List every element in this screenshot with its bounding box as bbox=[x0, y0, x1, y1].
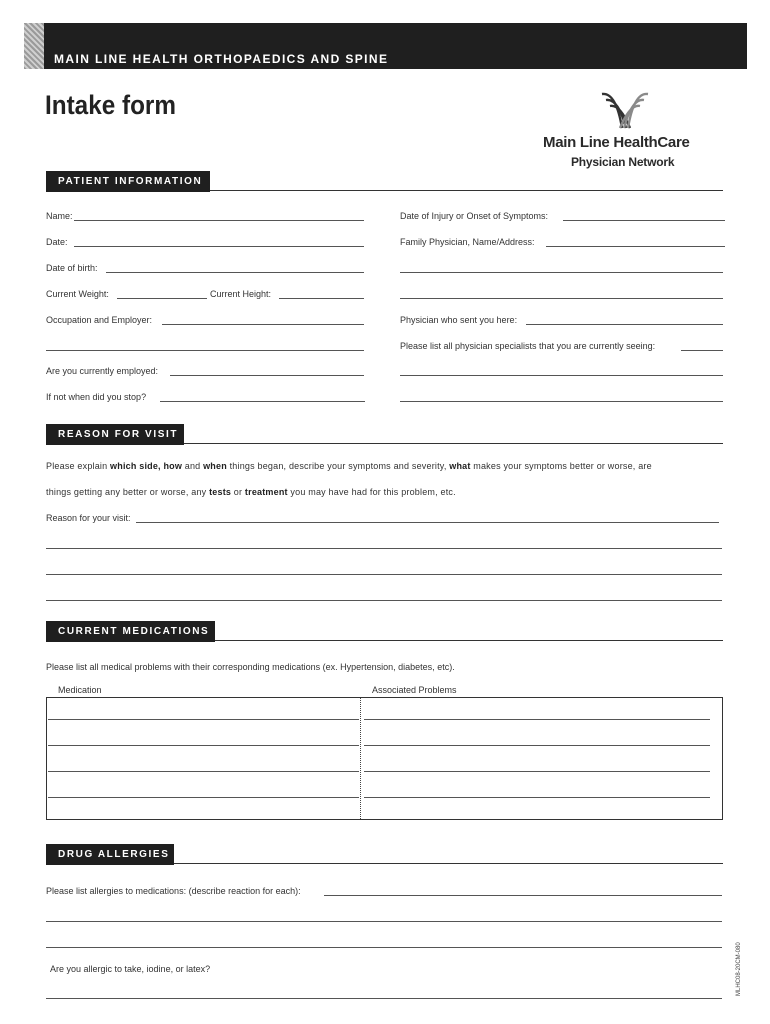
allergies-field[interactable] bbox=[324, 895, 722, 896]
medications-table bbox=[46, 697, 723, 820]
logo-text-primary: Main Line HealthCare bbox=[543, 134, 690, 151]
section-heading-current-medications: CURRENT MEDICATIONS bbox=[46, 621, 215, 642]
logo-mark-icon bbox=[600, 90, 650, 130]
family-physician-field[interactable] bbox=[546, 246, 725, 247]
referring-physician-label: Physician who sent you here: bbox=[400, 315, 518, 325]
organization-name: MAIN LINE HEALTH ORTHOPAEDICS AND SPINE bbox=[54, 52, 389, 66]
dob-label: Date of birth: bbox=[46, 263, 98, 273]
name-label: Name: bbox=[46, 211, 73, 221]
weight-field[interactable] bbox=[117, 298, 207, 299]
reason-field-line3[interactable] bbox=[46, 574, 722, 575]
allergies-instruction: Please list allergies to medications: (describe reaction for each): bbox=[46, 886, 301, 896]
medications-instruction: Please list all medical problems with their corresponding medications (ex. Hypertension, diabetes, etc). bbox=[46, 662, 455, 672]
section-heading-patient-information: PATIENT INFORMATION bbox=[46, 171, 210, 192]
medications-column-divider bbox=[360, 698, 361, 819]
specialists-label: Please list all physician specialists that you are currently seeing: bbox=[400, 341, 656, 351]
injury-date-field[interactable] bbox=[563, 220, 725, 221]
height-label: Current Height: bbox=[210, 289, 272, 299]
stopped-label: If not when did you stop? bbox=[46, 392, 147, 402]
family-physician-field-line2[interactable] bbox=[400, 272, 723, 273]
problem-row-3[interactable] bbox=[364, 771, 710, 772]
section-rule bbox=[210, 190, 723, 191]
specialists-field-line3[interactable] bbox=[400, 401, 723, 402]
name-field[interactable] bbox=[74, 220, 364, 221]
referring-physician-field[interactable] bbox=[526, 324, 723, 325]
medication-row-4[interactable] bbox=[48, 797, 359, 798]
reason-field-line2[interactable] bbox=[46, 548, 722, 549]
iodine-latex-field[interactable] bbox=[46, 998, 722, 999]
medication-row-1[interactable] bbox=[48, 719, 359, 720]
specialists-field-line2[interactable] bbox=[400, 375, 723, 376]
medication-row-3[interactable] bbox=[48, 771, 359, 772]
medication-row-2[interactable] bbox=[48, 745, 359, 746]
reason-label: Reason for your visit: bbox=[46, 513, 131, 523]
section-heading-reason-for-visit: REASON FOR VISIT bbox=[46, 424, 184, 445]
stopped-field[interactable] bbox=[160, 401, 365, 402]
family-physician-label: Family Physician, Name/Address: bbox=[400, 237, 535, 247]
dob-field[interactable] bbox=[106, 272, 364, 273]
problem-row-2[interactable] bbox=[364, 745, 710, 746]
section-rule bbox=[184, 443, 723, 444]
date-label: Date: bbox=[46, 237, 68, 247]
header-banner bbox=[24, 23, 747, 69]
family-physician-field-line3[interactable] bbox=[400, 298, 723, 299]
employed-field[interactable] bbox=[170, 375, 364, 376]
problem-row-4[interactable] bbox=[364, 797, 710, 798]
occupation-field[interactable] bbox=[162, 324, 364, 325]
reason-field-line4[interactable] bbox=[46, 600, 722, 601]
form-code: MLHC08-20CM-080 bbox=[736, 942, 742, 996]
problem-row-1[interactable] bbox=[364, 719, 710, 720]
reason-field[interactable] bbox=[136, 522, 719, 523]
medication-column-header: Medication bbox=[58, 685, 102, 695]
employed-label: Are you currently employed: bbox=[46, 366, 159, 376]
allergies-field-line2[interactable] bbox=[46, 921, 722, 922]
logo bbox=[540, 90, 720, 170]
occupation-label: Occupation and Employer: bbox=[46, 315, 153, 325]
section-rule bbox=[174, 863, 723, 864]
specialists-field[interactable] bbox=[681, 350, 723, 351]
occupation-field-line2[interactable] bbox=[46, 350, 364, 351]
iodine-latex-question: Are you allergic to take, iodine, or latex? bbox=[50, 964, 211, 974]
weight-label: Current Weight: bbox=[46, 289, 109, 299]
logo-text-secondary: Physician Network bbox=[571, 155, 675, 169]
reason-instructions-line2: things getting any better or worse, any tests or treatment you may have had for this problem, etc. bbox=[46, 487, 456, 497]
associated-problems-column-header: Associated Problems bbox=[372, 685, 457, 695]
height-field[interactable] bbox=[279, 298, 364, 299]
form-title: Intake form bbox=[45, 90, 176, 120]
section-rule bbox=[215, 640, 723, 641]
date-field[interactable] bbox=[74, 246, 364, 247]
allergies-field-line3[interactable] bbox=[46, 947, 722, 948]
section-heading-drug-allergies: DRUG ALLERGIES bbox=[46, 844, 174, 865]
banner-stripe bbox=[24, 23, 44, 69]
reason-instructions-line1: Please explain which side, how and when things began, describe your symptoms and severity, what makes your symptoms better or worse, are bbox=[46, 461, 652, 471]
injury-date-label: Date of Injury or Onset of Symptoms: bbox=[400, 211, 549, 221]
